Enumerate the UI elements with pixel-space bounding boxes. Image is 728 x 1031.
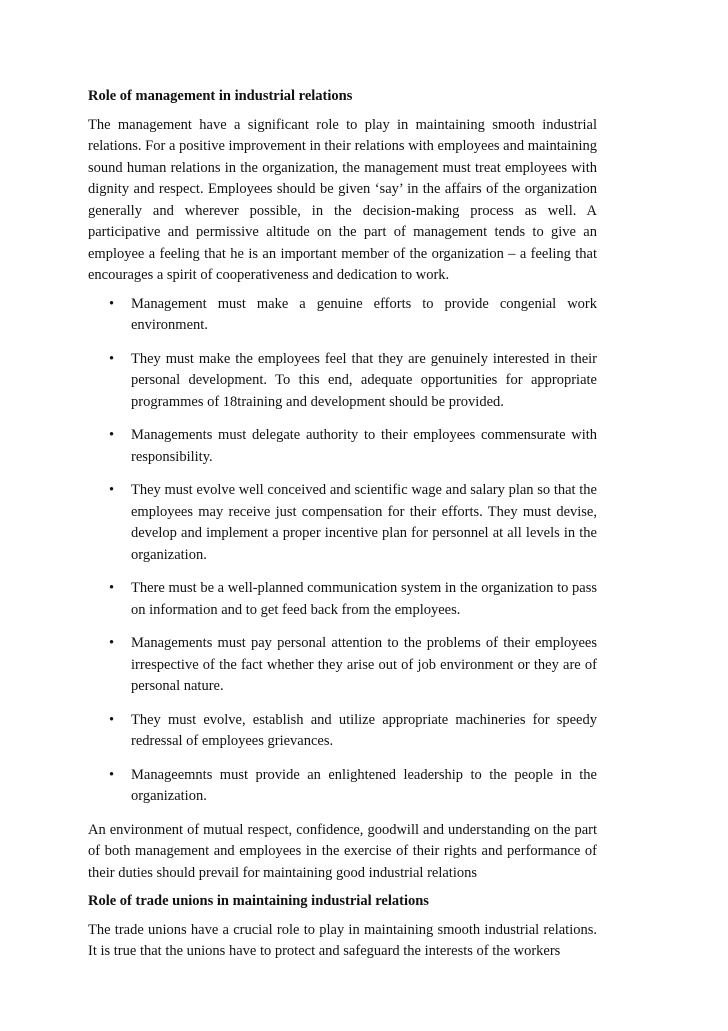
list-item-text: They must make the employees feel that they are genuinely interested in their personal development. To this end, adequate opportunities for appropriate programmes of 18training and development should be provided.	[131, 350, 597, 410]
list-item	[88, 633, 597, 698]
list-item	[88, 349, 597, 414]
list-item-text: Manageemnts must provide an enlightened leadership to the people in the organization.	[131, 766, 597, 804]
management-intro-paragraph: The management have a significant role to play in maintaining smooth industrial relations. For a positive improvement in their relations with employees and maintaining sound human relations in the organization, the management must treat employees with dignity and respect. Employees should be given ‘say’ in the affairs of the organization generally and wherever possible, in the decision-making process as well. A participative and permissive altitude on the part of management tends to give an employee a feeling that he is an important member of the organization – a feeling that encourages a spirit of cooperativeness and dedication to work.	[88, 116, 598, 283]
management-duties-list	[88, 294, 597, 808]
management-conclusion-paragraph: An environment of mutual respect, confidence, goodwill and understanding on the part of both management and employees in the exercise of their rights and performance of their duties should prevail for maintaining good industrial relations	[88, 821, 597, 881]
bullet-icon: •	[109, 482, 115, 498]
trade-unions-intro-paragraph: The trade unions have a crucial role to play in maintaining smooth industrial relations. It is true that the unions have to protect and safeguard the interests of the workers	[88, 921, 597, 959]
list-item	[88, 425, 597, 468]
list-item	[88, 578, 597, 621]
list-item-text: There must be a well-planned communication system in the organization to pass on information and to get feed back from the employees.	[131, 580, 597, 618]
bullet-icon: •	[109, 427, 115, 443]
bullet-icon: •	[109, 711, 115, 728]
list-item	[88, 480, 597, 566]
bullet-icon: •	[109, 295, 115, 312]
section-heading-management: Role of management in industrial relations	[88, 88, 353, 104]
list-item	[88, 710, 597, 753]
bullet-icon: •	[109, 350, 115, 367]
list-item-text: They must evolve, establish and utilize appropriate machineries for speedy redressal of employees grievances.	[131, 711, 597, 749]
section-heading-trade-unions: Role of trade unions in maintaining industrial relations	[88, 893, 429, 909]
list-item-text: They must evolve well conceived and scientific wage and salary plan so that the employees may receive just compensation for their efforts. They must devise, develop and implement a proper incentive plan for personnel at all levels in the organization.	[131, 482, 597, 563]
list-item-text: Managements must pay personal attention to the problems of their employees irrespective of the fact whether they arise out of job environment or they are of personal nature.	[131, 635, 597, 694]
list-item-text: Management must make a genuine efforts to provide congenial work environment.	[131, 295, 597, 333]
list-item	[88, 294, 597, 337]
document-page	[88, 86, 597, 970]
list-item	[88, 765, 597, 808]
bullet-icon: •	[109, 635, 115, 651]
list-item-text: Managements must delegate authority to their employees commensurate with responsibility.	[131, 427, 597, 465]
bullet-icon: •	[109, 580, 115, 596]
bullet-icon: •	[109, 766, 115, 783]
